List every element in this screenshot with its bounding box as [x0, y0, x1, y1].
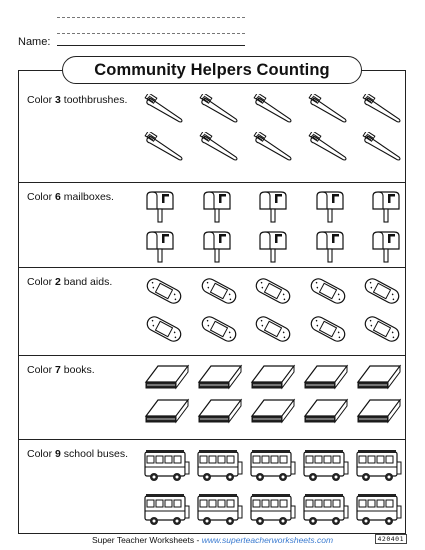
- band-aid-icon[interactable]: [308, 314, 348, 344]
- book-icon[interactable]: [356, 364, 402, 390]
- book-icon[interactable]: [303, 398, 349, 424]
- toothbrush-icon[interactable]: [253, 132, 293, 162]
- instruction-count: 2: [55, 276, 61, 288]
- instruction-prefix: Color: [27, 94, 56, 106]
- instruction-text: [27, 364, 95, 376]
- instruction-item: toothbrushes.: [60, 94, 128, 106]
- footer-brand: Super Teacher Worksheets: [91, 535, 195, 545]
- book-icon[interactable]: [197, 398, 243, 424]
- band-aid-icon[interactable]: [362, 276, 402, 306]
- book-icon[interactable]: [144, 364, 190, 390]
- section-mailboxes: [18, 183, 406, 268]
- instruction-item: mailboxes.: [60, 191, 114, 203]
- band-aid-icon[interactable]: [308, 276, 348, 306]
- school-bus-icon[interactable]: [356, 448, 402, 484]
- toothbrush-icon[interactable]: [253, 94, 293, 124]
- mailbox-icon[interactable]: [370, 231, 402, 263]
- picture-grid: [144, 191, 402, 263]
- school-bus-icon[interactable]: [250, 492, 296, 528]
- school-bus-icon[interactable]: [197, 448, 243, 484]
- instruction-text: [27, 276, 112, 288]
- instruction-item: band aids.: [60, 276, 113, 288]
- footer-site-link[interactable]: www.superteacherworksheets.com: [201, 535, 334, 545]
- school-bus-icon[interactable]: [144, 492, 190, 528]
- worksheet-code: 420401: [375, 534, 407, 544]
- book-icon[interactable]: [303, 364, 349, 390]
- mailbox-icon[interactable]: [314, 231, 346, 263]
- band-aid-icon[interactable]: [144, 276, 184, 306]
- band-aid-icon[interactable]: [362, 314, 402, 344]
- instruction-count: 3: [55, 94, 61, 106]
- instruction-item: school buses.: [60, 448, 128, 460]
- school-bus-icon[interactable]: [144, 448, 190, 484]
- section-books: [18, 356, 406, 440]
- mailbox-icon[interactable]: [144, 191, 176, 223]
- instruction-count: 7: [55, 364, 61, 376]
- toothbrush-icon[interactable]: [199, 132, 239, 162]
- school-bus-icon[interactable]: [250, 448, 296, 484]
- toothbrush-icon[interactable]: [362, 132, 402, 162]
- band-aid-icon[interactable]: [253, 276, 293, 306]
- school-bus-icon[interactable]: [303, 448, 349, 484]
- book-icon[interactable]: [250, 398, 296, 424]
- name-field[interactable]: [57, 45, 245, 46]
- instruction-prefix: Color: [27, 364, 56, 376]
- section-school-buses: [18, 440, 406, 534]
- instruction-text: [27, 191, 114, 203]
- school-bus-icon[interactable]: [303, 492, 349, 528]
- instruction-item: books.: [60, 364, 95, 376]
- picture-grid: [144, 364, 402, 424]
- instruction-prefix: Color: [27, 191, 56, 203]
- section-band-aids: [18, 268, 406, 356]
- footer: [0, 535, 425, 545]
- instruction-prefix: Color: [27, 448, 56, 460]
- name-label: Name:: [18, 36, 51, 48]
- mailbox-icon[interactable]: [201, 231, 233, 263]
- mailbox-icon[interactable]: [314, 191, 346, 223]
- toothbrush-icon[interactable]: [199, 94, 239, 124]
- school-bus-icon[interactable]: [356, 492, 402, 528]
- toothbrush-icon[interactable]: [144, 94, 184, 124]
- instruction-count: 6: [55, 191, 61, 203]
- worksheet-title: Community Helpers Counting: [62, 56, 362, 84]
- instruction-text: [27, 94, 127, 106]
- toothbrush-icon[interactable]: [144, 132, 184, 162]
- band-aid-icon[interactable]: [199, 314, 239, 344]
- picture-grid: [144, 276, 402, 344]
- name-area: [0, 0, 425, 60]
- instruction-prefix: Color: [27, 276, 56, 288]
- picture-grid: [144, 448, 402, 528]
- footer-separator: -: [194, 535, 202, 545]
- band-aid-icon[interactable]: [144, 314, 184, 344]
- band-aid-icon[interactable]: [253, 314, 293, 344]
- mailbox-icon[interactable]: [257, 191, 289, 223]
- dashed-guide-line: [57, 33, 245, 34]
- school-bus-icon[interactable]: [197, 492, 243, 528]
- mailbox-icon[interactable]: [257, 231, 289, 263]
- instruction-text: [27, 448, 128, 460]
- book-icon[interactable]: [356, 398, 402, 424]
- mailbox-icon[interactable]: [144, 231, 176, 263]
- book-icon[interactable]: [197, 364, 243, 390]
- book-icon[interactable]: [144, 398, 190, 424]
- book-icon[interactable]: [250, 364, 296, 390]
- toothbrush-icon[interactable]: [308, 132, 348, 162]
- picture-grid: [144, 94, 402, 162]
- dashed-guide-line: [57, 17, 245, 18]
- band-aid-icon[interactable]: [199, 276, 239, 306]
- toothbrush-icon[interactable]: [362, 94, 402, 124]
- instruction-count: 9: [55, 448, 61, 460]
- mailbox-icon[interactable]: [370, 191, 402, 223]
- mailbox-icon[interactable]: [201, 191, 233, 223]
- section-toothbrushes: [18, 86, 406, 183]
- toothbrush-icon[interactable]: [308, 94, 348, 124]
